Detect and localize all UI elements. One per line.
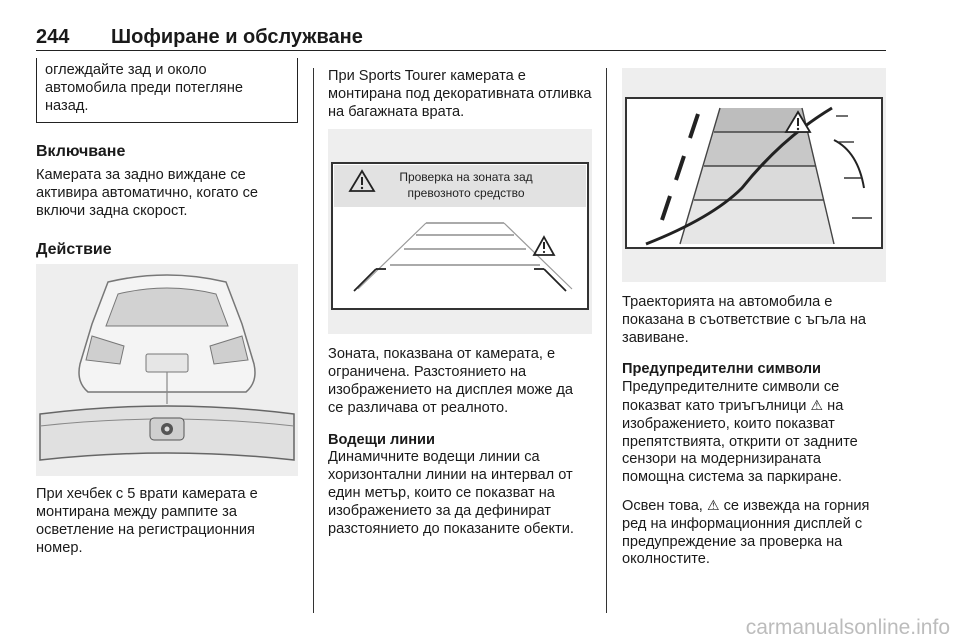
trajectory-text: Траекторията на автомобила е показана в съответствие с ъгъла на завиване. (622, 294, 866, 346)
column-1 (36, 58, 298, 558)
heading-switch-on: Включване (36, 143, 126, 161)
page-number: 244 (36, 26, 70, 48)
hatchback-caption: При хечбек с 5 врати камерата е монтирана между рампите за осветление на регистрационния номер. (36, 486, 258, 556)
page-header (36, 26, 886, 52)
sports-tourer-text: При Sports Tourer камерата е монтирана под декоративната отливка на багажната врата. (328, 68, 592, 120)
watermark: carmanualsonline.info (745, 616, 950, 639)
limited-area-text: Зоната, показвана от камерата, е ограничена. Разстоянието на изображението на дисплея може да се различава от реалното. (328, 346, 574, 416)
switch-on-text: Камерата за задно виждане се активира автоматично, когато се включи задна скорост. (36, 167, 258, 219)
note-text: оглеждайте зад и около автомобила преди потегляне назад. (45, 62, 243, 114)
car-rear-illustration (79, 275, 255, 404)
heading-warning-symbols: Предупредителни символи (622, 361, 821, 378)
column-divider (606, 68, 607, 613)
hatchback-camera-figure (36, 264, 298, 476)
guide-lines-text: Динамичните водещи линии са хоризонтални линии на интервал от един метър, които се показват на изображението за да дефинират разстоянието до показаните обекти. (328, 449, 574, 537)
heading-guide-lines: Водещи линии (328, 431, 435, 448)
warning-triangle-icon: ⚠ (706, 496, 720, 513)
display-message-line1: Проверка на зоната зад (399, 170, 533, 185)
additionally-text (622, 497, 886, 569)
camera-closeup (40, 406, 294, 460)
header-rule (36, 50, 886, 51)
column-2 (328, 58, 592, 538)
additionally-text-part2: се извежда на горния ред на информационния дисплей с предупреждение за проверка на околностите. (622, 497, 870, 568)
warning-text-part2: на изображението, които показват препятствията, открити от задните сензори на модернизираната помощна система за паркиране. (622, 397, 858, 486)
note-box (36, 58, 298, 123)
camera-display-figure (328, 129, 592, 334)
trajectory-figure (622, 68, 886, 282)
column-3 (622, 58, 886, 569)
display-message-line2: превозното средство (407, 186, 525, 201)
warning-triangle-icon: ⚠ (810, 396, 824, 413)
page-title: Шофиране и обслужване (111, 26, 363, 48)
warning-symbols-text (622, 379, 886, 487)
warning-text-part1: Предупредителните символи се показват като триъгълници (622, 379, 840, 414)
additionally-text-part1: Освен това, (622, 497, 703, 514)
column-divider (313, 68, 314, 613)
heading-operation: Действие (36, 240, 112, 258)
